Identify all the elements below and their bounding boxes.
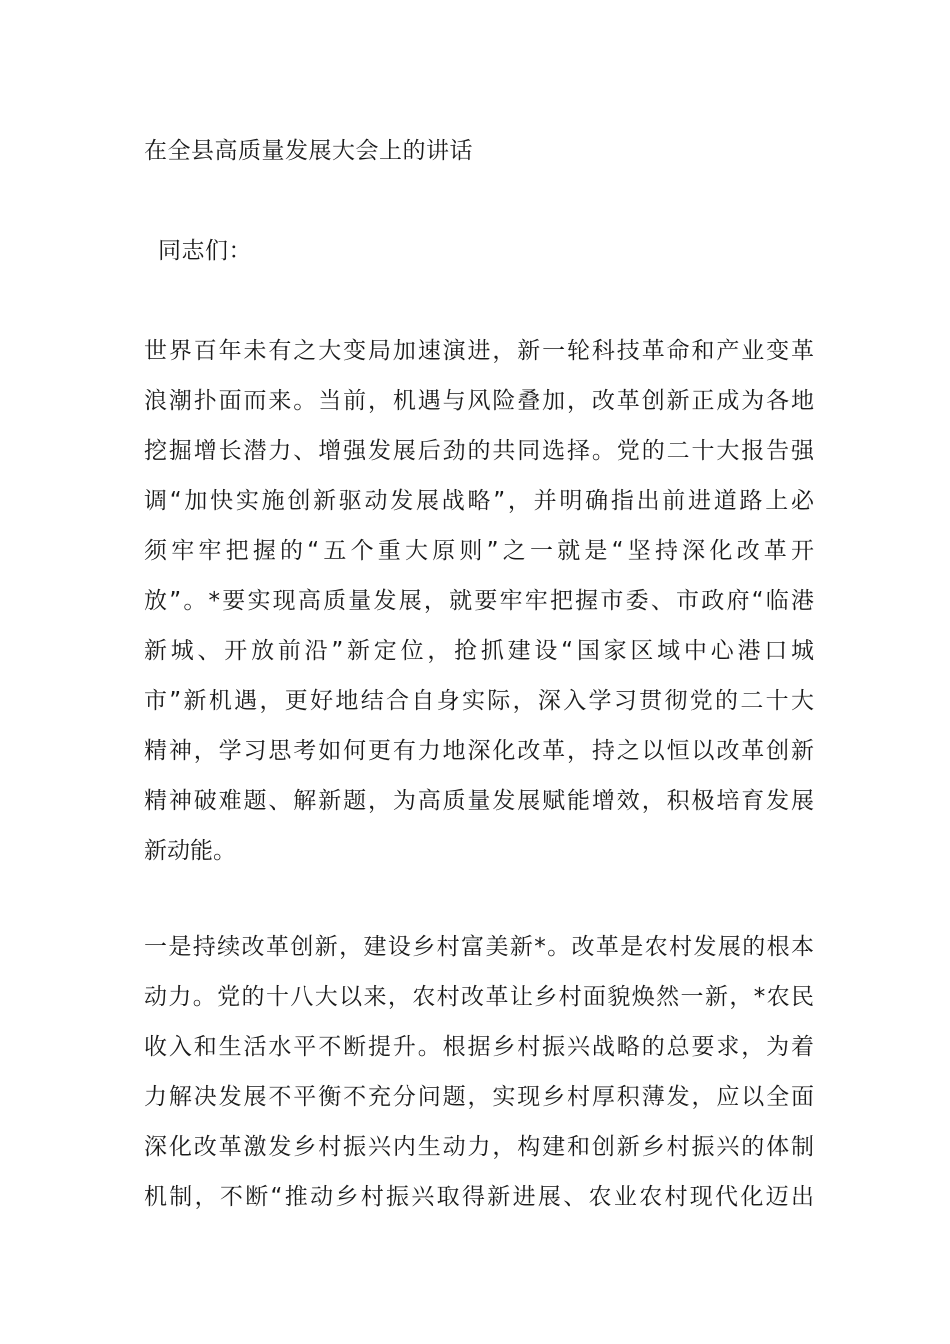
text-line: 新动能。 <box>144 838 236 864</box>
text-line: 调“加快实施创新驱动发展战略”，并明确指出前进道路上必 <box>144 488 814 514</box>
paragraph-2 <box>144 929 814 1229</box>
text-line: 放”。*要实现高质量发展，就要牢牢把握市委、市政府“临港 <box>144 588 814 614</box>
text-line: 深化改革激发乡村振兴内生动力，构建和创新乡村振兴的体制 <box>144 1134 814 1160</box>
salutation: 同志们： <box>158 238 252 264</box>
text-line: 浪潮扑面而来。当前，机遇与风险叠加，改革创新正成为各地 <box>144 388 814 414</box>
text-line: 收入和生活水平不断提升。根据乡村振兴战略的总要求，为着 <box>144 1034 814 1060</box>
text-line: 须牢牢把握的“五个重大原则”之一就是“坚持深化改革开 <box>144 538 814 564</box>
text-line: 一是持续改革创新，建设乡村富美新*。改革是农村发展的根本 <box>144 934 814 960</box>
text-line: 精神破难题、解新题，为高质量发展赋能增效，积极培育发展 <box>144 788 814 814</box>
text-line: 力解决发展不平衡不充分问题，实现乡村厚积薄发，应以全面 <box>144 1084 814 1110</box>
text-line: 市”新机遇，更好地结合自身实际，深入学习贯彻党的二十大 <box>144 688 814 714</box>
text-line: 世界百年未有之大变局加速演进，新一轮科技革命和产业变革 <box>144 338 814 364</box>
text-line: 机制，不断“推动乡村振兴取得新进展、农业农村现代化迈出 <box>144 1184 814 1210</box>
text-line: 动力。党的十八大以来，农村改革让乡村面貌焕然一新，*农民 <box>144 984 814 1010</box>
text-line: 挖掘增长潜力、增强发展后劲的共同选择。党的二十大报告强 <box>144 438 814 464</box>
text-line: 新城、开放前沿”新定位，抢抓建设“国家区域中心港口城 <box>144 638 814 664</box>
text-line: 精神，学习思考如何更有力地深化改革，持之以恒以改革创新 <box>144 738 814 764</box>
paragraph-1 <box>144 333 814 883</box>
document-title: 在全县高质量发展大会上的讲话 <box>144 138 473 164</box>
